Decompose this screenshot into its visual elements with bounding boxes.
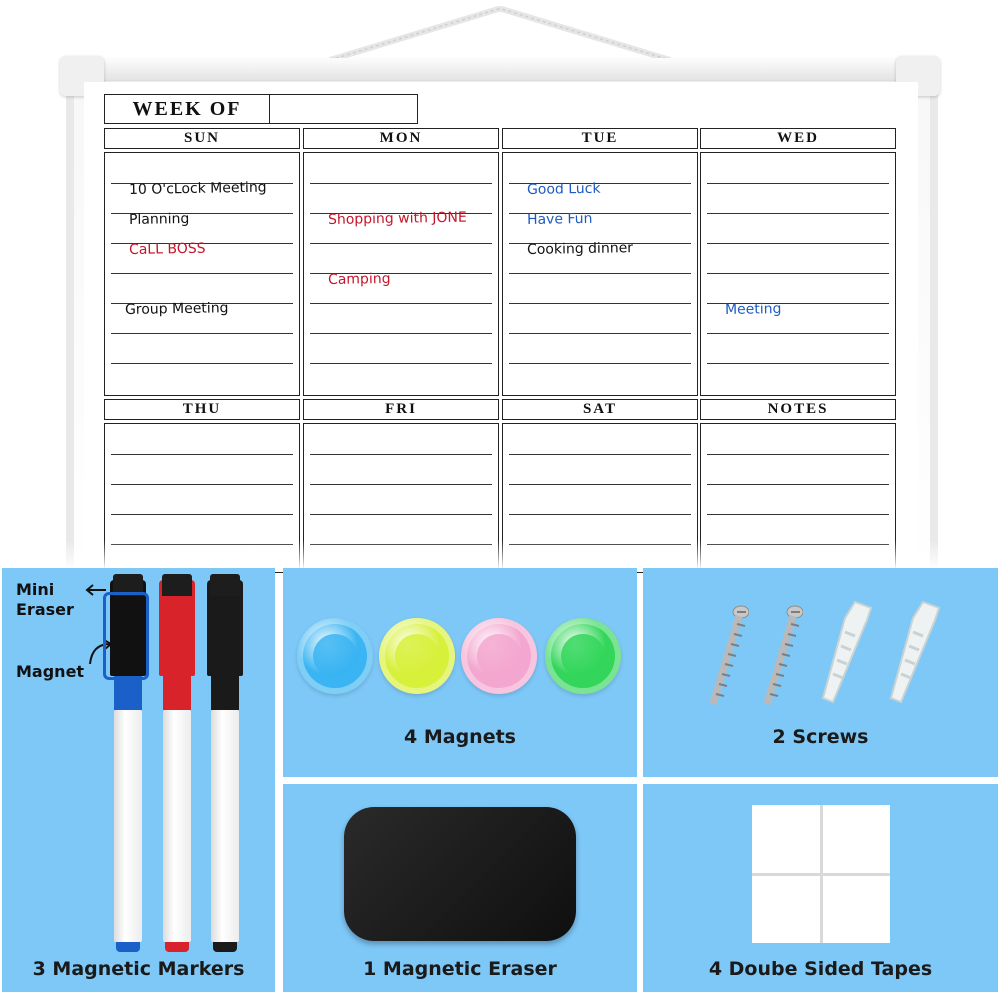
day-header-fri: FRI <box>303 399 499 420</box>
double-sided-tapes-icon <box>752 805 890 943</box>
mini-eraser-callout: Mini Eraser <box>16 580 74 619</box>
ruled-line <box>707 213 889 214</box>
day-header-mon: MON <box>303 128 499 149</box>
day-header-sun: SUN <box>104 128 300 149</box>
magnet-icon <box>379 618 455 694</box>
day-box-sun[interactable] <box>104 152 300 396</box>
magnet-icon <box>297 618 373 694</box>
week-of-box <box>104 94 418 124</box>
day-box-mon[interactable] <box>303 152 499 396</box>
magnets-panel <box>283 568 637 777</box>
ruled-line <box>310 243 492 244</box>
markers-caption: 3 Magnetic Markers <box>32 958 245 980</box>
ruled-line <box>509 303 691 304</box>
ruled-line <box>310 454 492 455</box>
screw-icon <box>759 604 803 712</box>
tapes-caption: 4 Doube Sided Tapes <box>708 958 933 980</box>
ruled-line <box>310 514 492 515</box>
ruled-line <box>509 484 691 485</box>
handwritten-entry: Meeting <box>724 301 782 318</box>
handwritten-entry: Planning <box>128 210 190 228</box>
handwritten-entry: Cooking dinner <box>526 240 634 258</box>
ruled-line <box>111 363 293 364</box>
magnetic-eraser-icon <box>344 807 576 941</box>
week-of-field[interactable] <box>270 95 417 123</box>
day-header-tue: TUE <box>502 128 698 149</box>
whiteboard-top-rail <box>66 58 938 80</box>
ruled-line <box>509 333 691 334</box>
ruled-line <box>509 454 691 455</box>
ruled-line <box>707 183 889 184</box>
ruled-line <box>111 514 293 515</box>
ruled-line <box>111 484 293 485</box>
day-box-wed[interactable] <box>700 152 896 396</box>
day-header-notes: NOTES <box>700 399 896 420</box>
board-bottom-fade <box>60 540 940 570</box>
handwritten-entry: 10 O'cLock Meeting <box>128 179 267 198</box>
week-of-label: WEEK OF <box>105 95 270 123</box>
ruled-line <box>509 363 691 364</box>
ruled-line <box>707 243 889 244</box>
ruled-line <box>310 363 492 364</box>
ruled-line <box>707 514 889 515</box>
ruled-line <box>707 363 889 364</box>
day-header-thu: THU <box>104 399 300 420</box>
magnet-icon <box>461 618 537 694</box>
day-header-sat: SAT <box>502 399 698 420</box>
ruled-line <box>310 303 492 304</box>
screws-panel <box>643 568 998 777</box>
wall-anchor-icon <box>883 598 943 710</box>
ruled-line <box>707 484 889 485</box>
tapes-panel <box>643 784 998 992</box>
ruled-line <box>707 273 889 274</box>
ruled-line <box>111 454 293 455</box>
handwritten-entry: Group Meeting <box>124 300 229 318</box>
eraser-panel <box>283 784 637 992</box>
handwritten-entry: Good Luck <box>526 180 601 198</box>
screws-caption: 2 Screws <box>772 726 869 748</box>
handwritten-entry: CaLL BOSS <box>128 240 206 258</box>
screw-icon <box>705 604 749 712</box>
ruled-line <box>707 333 889 334</box>
magnet-callout: Magnet <box>16 662 85 681</box>
ruled-line <box>509 514 691 515</box>
ruled-line <box>310 484 492 485</box>
day-header-wed: WED <box>700 128 896 149</box>
markers-panel <box>2 568 275 992</box>
day-box-tue[interactable] <box>502 152 698 396</box>
ruled-line <box>310 183 492 184</box>
ruled-line <box>111 333 293 334</box>
magnet-highlight-outline <box>103 592 149 680</box>
handwritten-entry: Camping <box>327 270 391 288</box>
magnets-caption: 4 Magnets <box>404 726 516 748</box>
ruled-line <box>111 273 293 274</box>
ruled-line <box>707 454 889 455</box>
handwritten-entry: Shopping with JONE <box>327 209 467 228</box>
eraser-caption: 1 Magnetic Eraser <box>363 958 557 980</box>
ruled-line <box>509 273 691 274</box>
ruled-line <box>310 333 492 334</box>
magnet-icon <box>545 618 621 694</box>
wall-anchor-icon <box>815 598 875 710</box>
handwritten-entry: Have Fun <box>526 210 593 228</box>
